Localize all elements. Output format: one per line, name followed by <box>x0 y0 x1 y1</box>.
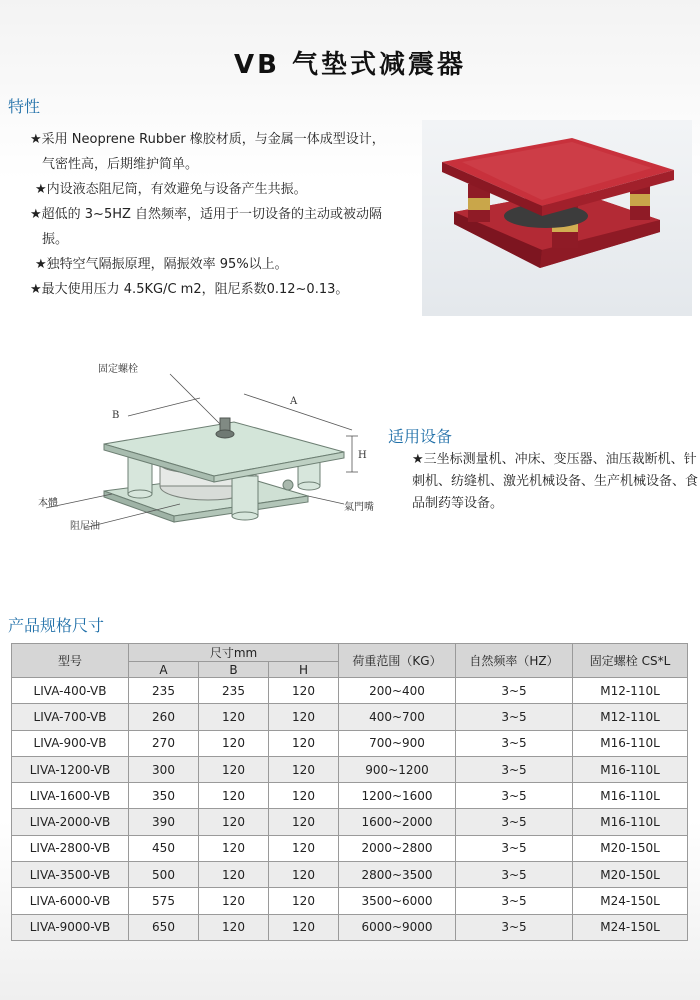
cell-load: 6000~9000 <box>339 914 456 940</box>
structure-diagram <box>8 346 412 568</box>
cell-b: 120 <box>199 888 269 914</box>
table-row <box>12 730 688 756</box>
cell-model: LIVA-3500-VB <box>12 862 129 888</box>
cell-freq: 3~5 <box>456 888 573 914</box>
features-list <box>30 127 418 302</box>
header-size: 尺寸mm <box>129 644 339 662</box>
cell-load: 700~900 <box>339 730 456 756</box>
cell-h: 120 <box>269 678 339 704</box>
features-heading: 特性 <box>8 97 41 116</box>
cell-load: 2000~2800 <box>339 835 456 861</box>
cell-a: 390 <box>129 809 199 835</box>
cell-b: 120 <box>199 756 269 782</box>
cell-model: LIVA-1600-VB <box>12 783 129 809</box>
cell-bolt: M20-150L <box>573 835 688 861</box>
cell-freq: 3~5 <box>456 809 573 835</box>
cell-b: 120 <box>199 835 269 861</box>
feature-line: 气密性高，后期维护简单。 <box>42 157 199 172</box>
cell-model: LIVA-2800-VB <box>12 835 129 861</box>
label-dim-b: B <box>112 410 120 421</box>
feature-line: ★内设液态阻尼筒，有效避免与设备产生共振。 <box>35 182 307 197</box>
cell-model: LIVA-900-VB <box>12 730 129 756</box>
cell-a: 650 <box>129 914 199 940</box>
label-dim-h: H <box>358 450 367 461</box>
spec-heading: 产品规格尺寸 <box>8 616 105 635</box>
cell-h: 120 <box>269 730 339 756</box>
cell-b: 120 <box>199 914 269 940</box>
cell-load: 1600~2000 <box>339 809 456 835</box>
cell-freq: 3~5 <box>456 835 573 861</box>
header-bolt: 固定螺栓 CS*L <box>573 644 688 678</box>
cell-a: 235 <box>129 678 199 704</box>
feature-line: ★独特空气隔振原理，隔振效率 95%以上。 <box>35 257 288 272</box>
table-row <box>12 835 688 861</box>
header-freq: 自然频率（HZ） <box>456 644 573 678</box>
page-title: VB 气垫式减震器 <box>234 50 466 80</box>
cell-h: 120 <box>269 914 339 940</box>
cell-h: 120 <box>269 756 339 782</box>
cell-b: 235 <box>199 678 269 704</box>
cell-model: LIVA-6000-VB <box>12 888 129 914</box>
cell-b: 120 <box>199 730 269 756</box>
cell-load: 1200~1600 <box>339 783 456 809</box>
label-body: 本體 <box>38 498 58 509</box>
cell-load: 2800~3500 <box>339 862 456 888</box>
cell-a: 260 <box>129 704 199 730</box>
cell-bolt: M16-110L <box>573 730 688 756</box>
header-load: 荷重范围（KG） <box>339 644 456 678</box>
equipment-heading: 适用设备 <box>388 427 453 446</box>
cell-freq: 3~5 <box>456 704 573 730</box>
cell-load: 400~700 <box>339 704 456 730</box>
cell-freq: 3~5 <box>456 730 573 756</box>
table-row <box>12 756 688 782</box>
cell-model: LIVA-9000-VB <box>12 914 129 940</box>
cell-h: 120 <box>269 888 339 914</box>
label-bolt: 固定螺栓 <box>98 364 138 375</box>
spec-table <box>11 643 688 941</box>
cell-freq: 3~5 <box>456 756 573 782</box>
label-air-valve: 氣門嘴 <box>344 502 374 513</box>
cell-bolt: M16-110L <box>573 783 688 809</box>
header-h: H <box>269 662 339 678</box>
table-row <box>12 809 688 835</box>
cell-freq: 3~5 <box>456 862 573 888</box>
cell-freq: 3~5 <box>456 914 573 940</box>
cell-a: 350 <box>129 783 199 809</box>
cell-load: 3500~6000 <box>339 888 456 914</box>
product-photo <box>422 120 692 316</box>
cell-a: 270 <box>129 730 199 756</box>
cell-h: 120 <box>269 783 339 809</box>
cell-h: 120 <box>269 835 339 861</box>
table-row <box>12 783 688 809</box>
cell-bolt: M24-150L <box>573 888 688 914</box>
feature-line: 振。 <box>42 232 69 247</box>
cell-a: 450 <box>129 835 199 861</box>
feature-line: ★采用 Neoprene Rubber 橡胶材质，与金属一体成型设计， <box>30 132 385 147</box>
cell-b: 120 <box>199 862 269 888</box>
cell-b: 120 <box>199 783 269 809</box>
feature-line: ★最大使用压力 4.5KG/C m2，阻尼系数0.12~0.13。 <box>30 282 349 297</box>
cell-b: 120 <box>199 704 269 730</box>
cell-bolt: M16-110L <box>573 756 688 782</box>
cell-model: LIVA-700-VB <box>12 704 129 730</box>
cell-load: 900~1200 <box>339 756 456 782</box>
feature-line: ★超低的 3~5HZ 自然频率，适用于一切设备的主动或被动隔 <box>30 207 383 222</box>
table-row <box>12 888 688 914</box>
cell-model: LIVA-2000-VB <box>12 809 129 835</box>
table-row <box>12 862 688 888</box>
cell-a: 575 <box>129 888 199 914</box>
cell-freq: 3~5 <box>456 678 573 704</box>
cell-bolt: M20-150L <box>573 862 688 888</box>
cell-a: 500 <box>129 862 199 888</box>
table-row <box>12 678 688 704</box>
cell-h: 120 <box>269 862 339 888</box>
cell-model: LIVA-400-VB <box>12 678 129 704</box>
cell-bolt: M12-110L <box>573 704 688 730</box>
cell-h: 120 <box>269 704 339 730</box>
label-dim-a: A <box>290 396 298 407</box>
cell-bolt: M16-110L <box>573 809 688 835</box>
label-damping-oil: 阻尼油 <box>70 521 100 532</box>
cell-h: 120 <box>269 809 339 835</box>
cell-b: 120 <box>199 809 269 835</box>
cell-freq: 3~5 <box>456 783 573 809</box>
equipment-text: ★三坐标测量机、冲床、变压器、油压裁断机、针刺机、纺缝机、激光机械设备、生产机械设备、食品制药等设备。 <box>412 452 699 511</box>
cell-a: 300 <box>129 756 199 782</box>
table-row <box>12 704 688 730</box>
cell-model: LIVA-1200-VB <box>12 756 129 782</box>
header-b: B <box>199 662 269 678</box>
table-row <box>12 914 688 940</box>
cell-bolt: M12-110L <box>573 678 688 704</box>
cell-bolt: M24-150L <box>573 914 688 940</box>
cell-load: 200~400 <box>339 678 456 704</box>
header-a: A <box>129 662 199 678</box>
header-model: 型号 <box>12 644 129 678</box>
